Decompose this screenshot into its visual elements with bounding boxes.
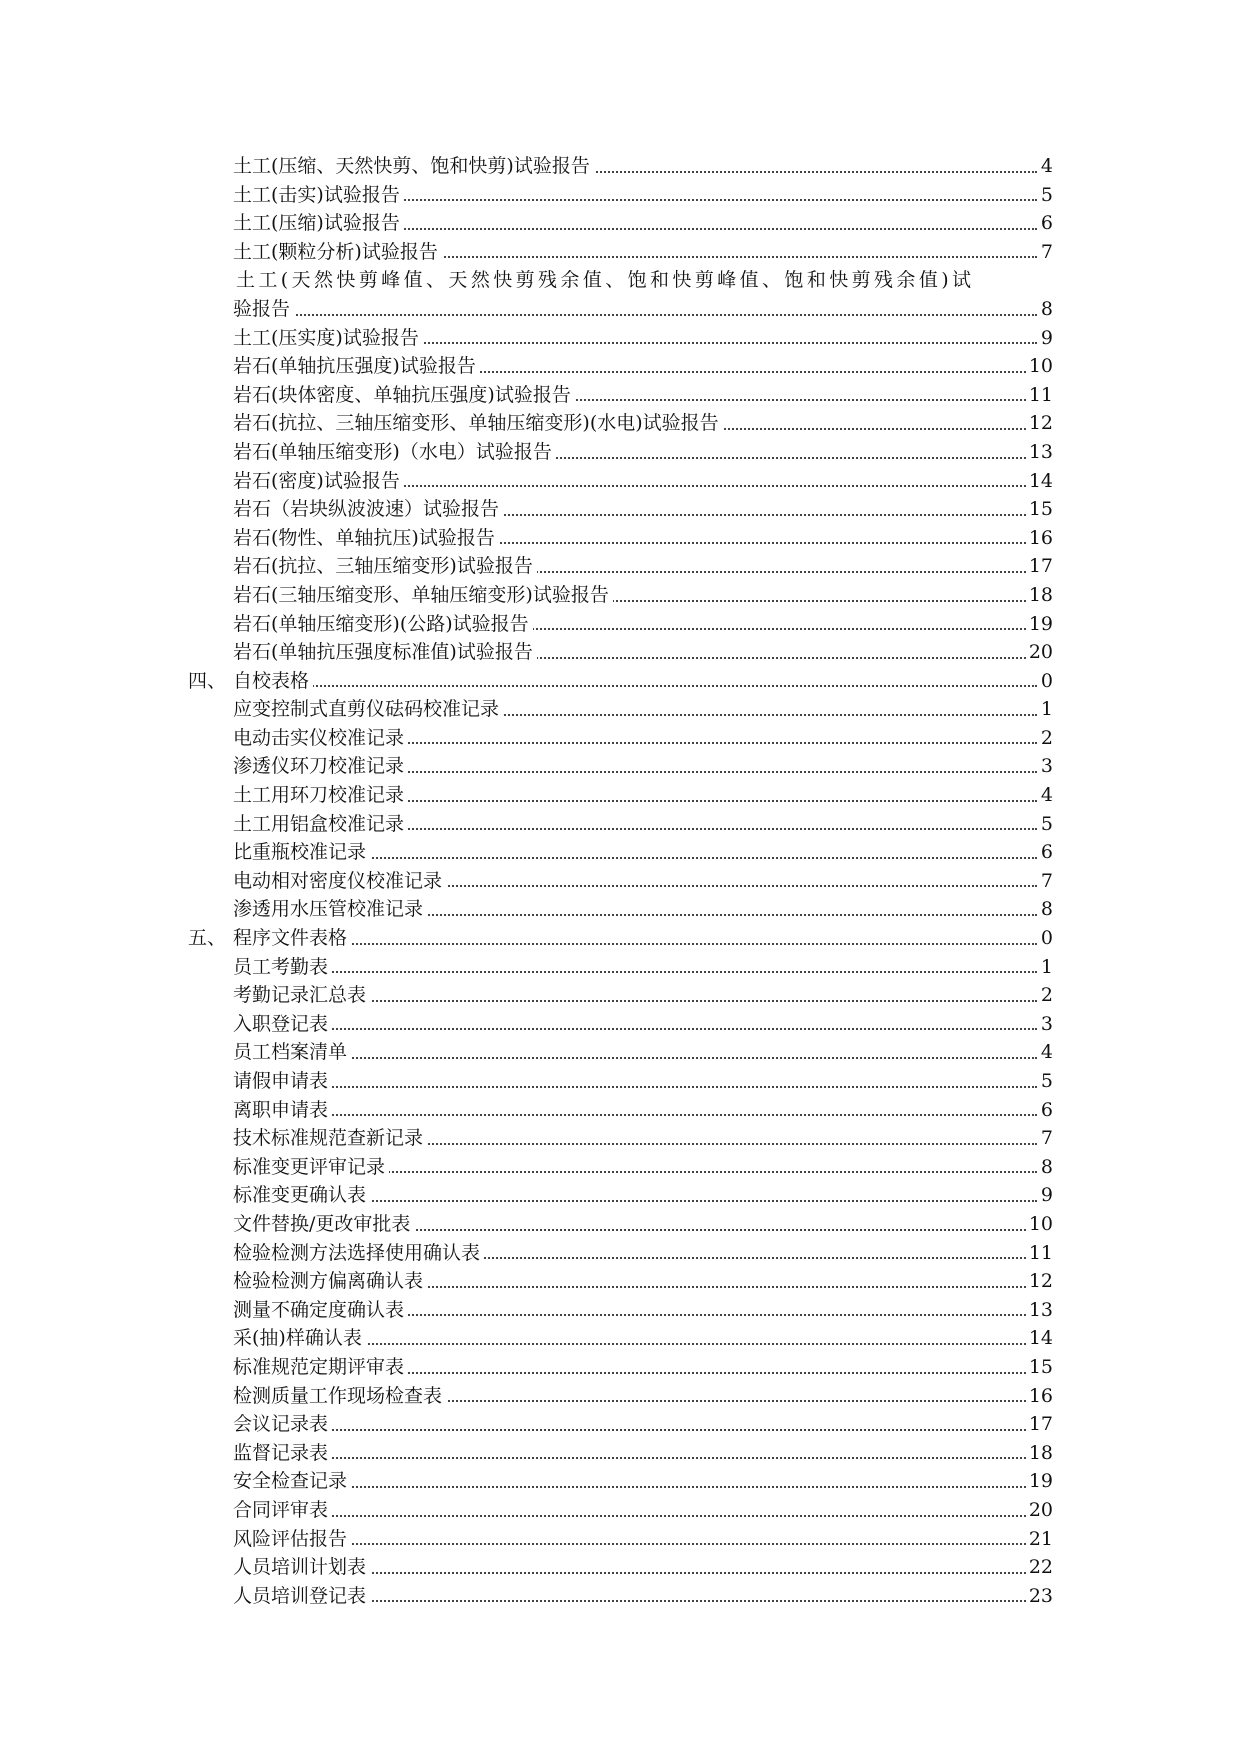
toc-entry-wrapped[interactable] bbox=[0, 266, 1241, 323]
leader-dots bbox=[233, 685, 1037, 687]
toc-entry-page: 10 bbox=[1027, 352, 1053, 381]
toc-entry[interactable] bbox=[0, 1467, 1241, 1496]
toc-entry[interactable] bbox=[0, 1353, 1241, 1382]
leader-dots bbox=[233, 1028, 1037, 1030]
toc-entry-page: 18 bbox=[1027, 1439, 1053, 1468]
toc-entry-page: 15 bbox=[1027, 495, 1053, 524]
toc-entry-page: 18 bbox=[1027, 581, 1053, 610]
toc-entry-title: 标准规范定期评审表 bbox=[233, 1353, 408, 1382]
toc-entry[interactable] bbox=[0, 610, 1241, 639]
toc-entry-page: 5 bbox=[1039, 181, 1053, 210]
toc-entry-page: 13 bbox=[1027, 1296, 1053, 1325]
toc-entry-page: 12 bbox=[1027, 409, 1053, 438]
toc-entry[interactable] bbox=[0, 1153, 1241, 1182]
toc-entry-title-line-2: 验报告 bbox=[233, 295, 294, 324]
leader-dots bbox=[233, 1457, 1037, 1459]
toc-entry-page: 7 bbox=[1039, 238, 1053, 267]
toc-entry[interactable] bbox=[0, 953, 1241, 982]
toc-entry[interactable] bbox=[0, 238, 1241, 267]
toc-entry-page: 9 bbox=[1039, 324, 1053, 353]
toc-entry-page: 16 bbox=[1027, 1382, 1053, 1411]
toc-entry-page: 20 bbox=[1027, 638, 1053, 667]
toc-entry[interactable] bbox=[0, 781, 1241, 810]
toc-entry[interactable] bbox=[0, 1553, 1241, 1582]
toc-entry-title: 合同评审表 bbox=[233, 1496, 332, 1525]
toc-entry[interactable] bbox=[0, 152, 1241, 181]
toc-entry[interactable] bbox=[0, 895, 1241, 924]
toc-entry[interactable] bbox=[0, 810, 1241, 839]
toc-entry-title: 岩石(块体密度、单轴抗压强度)试验报告 bbox=[233, 381, 575, 410]
toc-entry[interactable] bbox=[0, 1038, 1241, 1067]
leader-dots bbox=[233, 1515, 1037, 1517]
toc-entry-page: 19 bbox=[1027, 1467, 1053, 1496]
toc-entry[interactable] bbox=[0, 1239, 1241, 1268]
toc-entry-title: 岩石(单轴抗压强度标准值)试验报告 bbox=[233, 638, 537, 667]
toc-entry-page: 19 bbox=[1027, 610, 1053, 639]
section-title: 自校表格 bbox=[233, 667, 313, 696]
toc-entry-page: 15 bbox=[1027, 1353, 1053, 1382]
toc-entry[interactable] bbox=[0, 752, 1241, 781]
toc-entry[interactable] bbox=[0, 1124, 1241, 1153]
toc-entry-title: 安全检查记录 bbox=[233, 1467, 351, 1496]
toc-entry-page: 5 bbox=[1039, 810, 1053, 839]
toc-entry-page: 3 bbox=[1039, 1010, 1053, 1039]
section-title: 程序文件表格 bbox=[233, 924, 351, 953]
toc-entry-page: 7 bbox=[1039, 1124, 1053, 1153]
toc-entry[interactable] bbox=[0, 1096, 1241, 1125]
toc-entry[interactable] bbox=[0, 324, 1241, 353]
toc-entry[interactable] bbox=[0, 838, 1241, 867]
toc-entry-title: 土工(颗粒分析)试验报告 bbox=[233, 238, 442, 267]
toc-entry-page: 20 bbox=[1027, 1496, 1053, 1525]
toc-entry[interactable] bbox=[0, 867, 1241, 896]
toc-entry-title: 岩石(三轴压缩变形、单轴压缩变形)试验报告 bbox=[233, 581, 613, 610]
toc-entry-title: 电动相对密度仪校准记录 bbox=[233, 867, 446, 896]
toc-entry-title: 入职登记表 bbox=[233, 1010, 332, 1039]
toc-entry-page: 5 bbox=[1039, 1067, 1053, 1096]
toc-entry[interactable] bbox=[0, 352, 1241, 381]
toc-entry[interactable] bbox=[0, 1525, 1241, 1554]
toc-entry-page: 6 bbox=[1039, 1096, 1053, 1125]
toc-entry-title: 电动击实仪校准记录 bbox=[233, 724, 408, 753]
toc-entry[interactable] bbox=[0, 1410, 1241, 1439]
toc-entry-title: 岩石(密度)试验报告 bbox=[233, 467, 404, 496]
toc-entry-title: 检验检测方偏离确认表 bbox=[233, 1267, 427, 1296]
toc-entry-title: 岩石(单轴压缩变形)(公路)试验报告 bbox=[233, 610, 533, 639]
toc-entry-title: 检测质量工作现场检查表 bbox=[233, 1382, 446, 1411]
leader-dots bbox=[233, 314, 1037, 316]
toc-entry[interactable] bbox=[0, 1296, 1241, 1325]
toc-entry[interactable] bbox=[0, 209, 1241, 238]
toc-entry[interactable] bbox=[0, 181, 1241, 210]
toc-entry-line-2 bbox=[0, 295, 1241, 324]
toc-entry[interactable] bbox=[0, 695, 1241, 724]
toc-entry[interactable] bbox=[0, 1496, 1241, 1525]
toc-entry-page: 2 bbox=[1039, 724, 1053, 753]
toc-entry-title: 岩石(单轴抗压强度)试验报告 bbox=[233, 352, 480, 381]
leader-dots bbox=[233, 943, 1037, 945]
toc-entry-title: 比重瓶校准记录 bbox=[233, 838, 370, 867]
leader-dots bbox=[233, 971, 1037, 973]
toc-entry-title: 岩石(抗拉、三轴压缩变形)试验报告 bbox=[233, 552, 537, 581]
toc-entry-title: 渗透仪环刀校准记录 bbox=[233, 752, 408, 781]
toc-entry[interactable] bbox=[0, 638, 1241, 667]
toc-entry-title: 人员培训登记表 bbox=[233, 1582, 370, 1611]
toc-entry-title: 土工用环刀校准记录 bbox=[233, 781, 408, 810]
toc-entry-title: 请假申请表 bbox=[233, 1067, 332, 1096]
leader-dots bbox=[233, 1486, 1037, 1488]
toc-entry[interactable] bbox=[0, 1210, 1241, 1239]
toc-entry-page: 7 bbox=[1039, 867, 1053, 896]
leader-dots bbox=[233, 1543, 1037, 1545]
toc-entry-page: 8 bbox=[1039, 1153, 1053, 1182]
toc-entry-title: 员工考勤表 bbox=[233, 953, 332, 982]
leader-dots bbox=[233, 1429, 1037, 1431]
toc-entry-page: 10 bbox=[1027, 1210, 1053, 1239]
toc-entry[interactable] bbox=[0, 467, 1241, 496]
toc-entry-title: 采(抽)样确认表 bbox=[233, 1324, 366, 1353]
toc-entry-page: 21 bbox=[1027, 1525, 1053, 1554]
toc-entry[interactable] bbox=[0, 724, 1241, 753]
toc-entry[interactable] bbox=[0, 495, 1241, 524]
toc-entry-page: 13 bbox=[1027, 438, 1053, 467]
toc-entry-page: 16 bbox=[1027, 524, 1053, 553]
toc-entry-title: 文件替换/更改审批表 bbox=[233, 1210, 414, 1239]
toc-entry-title: 岩石(物性、单轴抗压)试验报告 bbox=[233, 524, 499, 553]
toc-entry-title: 员工档案清单 bbox=[233, 1038, 351, 1067]
toc-entry[interactable] bbox=[0, 581, 1241, 610]
toc-entry-title: 标准变更评审记录 bbox=[233, 1153, 389, 1182]
toc-entry-page: 17 bbox=[1027, 552, 1053, 581]
toc-entry-title: 人员培训计划表 bbox=[233, 1553, 370, 1582]
toc-entry-page: 8 bbox=[1039, 295, 1053, 324]
toc-entry[interactable] bbox=[0, 1382, 1241, 1411]
toc-entry-page: 2 bbox=[1039, 981, 1053, 1010]
toc-entry-page: 0 bbox=[1039, 667, 1053, 696]
toc-entry-title: 土工(压实度)试验报告 bbox=[233, 324, 423, 353]
toc-entry[interactable] bbox=[0, 1267, 1241, 1296]
toc-entry-page: 6 bbox=[1039, 838, 1053, 867]
toc-entry-title-line-1: 土工(天然快剪峰值、天然快剪残余值、饱和快剪峰值、饱和快剪残余值)试 bbox=[236, 266, 978, 295]
leader-dots bbox=[233, 1057, 1037, 1059]
toc-entry-page: 4 bbox=[1039, 781, 1053, 810]
toc-entry[interactable] bbox=[0, 1181, 1241, 1210]
toc-entry[interactable] bbox=[0, 1324, 1241, 1353]
toc-entry[interactable] bbox=[0, 524, 1241, 553]
toc-entry-page: 3 bbox=[1039, 752, 1053, 781]
toc-entry[interactable] bbox=[0, 1010, 1241, 1039]
toc-entry-title: 监督记录表 bbox=[233, 1439, 332, 1468]
toc-entry-page: 23 bbox=[1027, 1582, 1053, 1611]
toc-entry[interactable] bbox=[0, 552, 1241, 581]
toc-entry-title: 岩石（岩块纵波波速）试验报告 bbox=[233, 495, 503, 524]
toc-entry-title: 土工用铝盒校准记录 bbox=[233, 810, 408, 839]
toc-entry-page: 1 bbox=[1039, 695, 1053, 724]
toc-entry-page: 4 bbox=[1039, 1038, 1053, 1067]
toc-entry-page: 6 bbox=[1039, 209, 1053, 238]
toc-entry-title: 岩石(抗拉、三轴压缩变形、单轴压缩变形)(水电)试验报告 bbox=[233, 409, 723, 438]
toc-entry-title: 检验检测方法选择使用确认表 bbox=[233, 1239, 484, 1268]
toc-entry-page: 11 bbox=[1027, 1239, 1053, 1268]
section-number: 五、 bbox=[188, 927, 227, 950]
toc-entry-page: 0 bbox=[1039, 924, 1053, 953]
toc-entry-page: 9 bbox=[1039, 1181, 1053, 1210]
toc-entry-page: 12 bbox=[1027, 1267, 1053, 1296]
toc-entry-page: 1 bbox=[1039, 953, 1053, 982]
toc-section-4[interactable] bbox=[0, 667, 1241, 696]
toc-entry[interactable] bbox=[0, 438, 1241, 467]
toc-entry-page: 11 bbox=[1027, 381, 1053, 410]
toc-entry[interactable] bbox=[0, 409, 1241, 438]
toc-entry[interactable] bbox=[0, 1582, 1241, 1611]
toc-entry-title: 标准变更确认表 bbox=[233, 1181, 370, 1210]
table-of-contents bbox=[0, 152, 1241, 1610]
toc-entry-page: 14 bbox=[1027, 467, 1053, 496]
toc-entry-page: 8 bbox=[1039, 895, 1053, 924]
toc-section-5[interactable] bbox=[0, 924, 1241, 953]
toc-entry-title: 离职申请表 bbox=[233, 1096, 332, 1125]
toc-entry[interactable] bbox=[0, 381, 1241, 410]
toc-entry-title: 渗透用水压管校准记录 bbox=[233, 895, 427, 924]
toc-entry-page: 4 bbox=[1039, 152, 1053, 181]
toc-entry[interactable] bbox=[0, 1439, 1241, 1468]
toc-entry-title: 土工(压缩、天然快剪、饱和快剪)试验报告 bbox=[233, 152, 594, 181]
leader-dots bbox=[233, 1114, 1037, 1116]
toc-entry-title: 土工(压缩)试验报告 bbox=[233, 209, 404, 238]
toc-entry-page: 22 bbox=[1027, 1553, 1053, 1582]
toc-entry-title: 会议记录表 bbox=[233, 1410, 332, 1439]
toc-entry-title: 土工(击实)试验报告 bbox=[233, 181, 404, 210]
leader-dots bbox=[233, 1086, 1037, 1088]
toc-entry-title: 岩石(单轴压缩变形)（水电）试验报告 bbox=[233, 438, 556, 467]
toc-entry[interactable] bbox=[0, 1067, 1241, 1096]
toc-entry-page: 17 bbox=[1027, 1410, 1053, 1439]
toc-entry[interactable] bbox=[0, 981, 1241, 1010]
toc-entry-title: 测量不确定度确认表 bbox=[233, 1296, 408, 1325]
toc-entry-title: 技术标准规范查新记录 bbox=[233, 1124, 427, 1153]
toc-entry-page: 14 bbox=[1027, 1324, 1053, 1353]
toc-entry-title: 应变控制式直剪仪砝码校准记录 bbox=[233, 695, 503, 724]
toc-entry-title: 考勤记录汇总表 bbox=[233, 981, 370, 1010]
toc-entry-title: 风险评估报告 bbox=[233, 1525, 351, 1554]
section-number: 四、 bbox=[188, 669, 227, 692]
toc-entry-line-1 bbox=[0, 266, 1241, 295]
